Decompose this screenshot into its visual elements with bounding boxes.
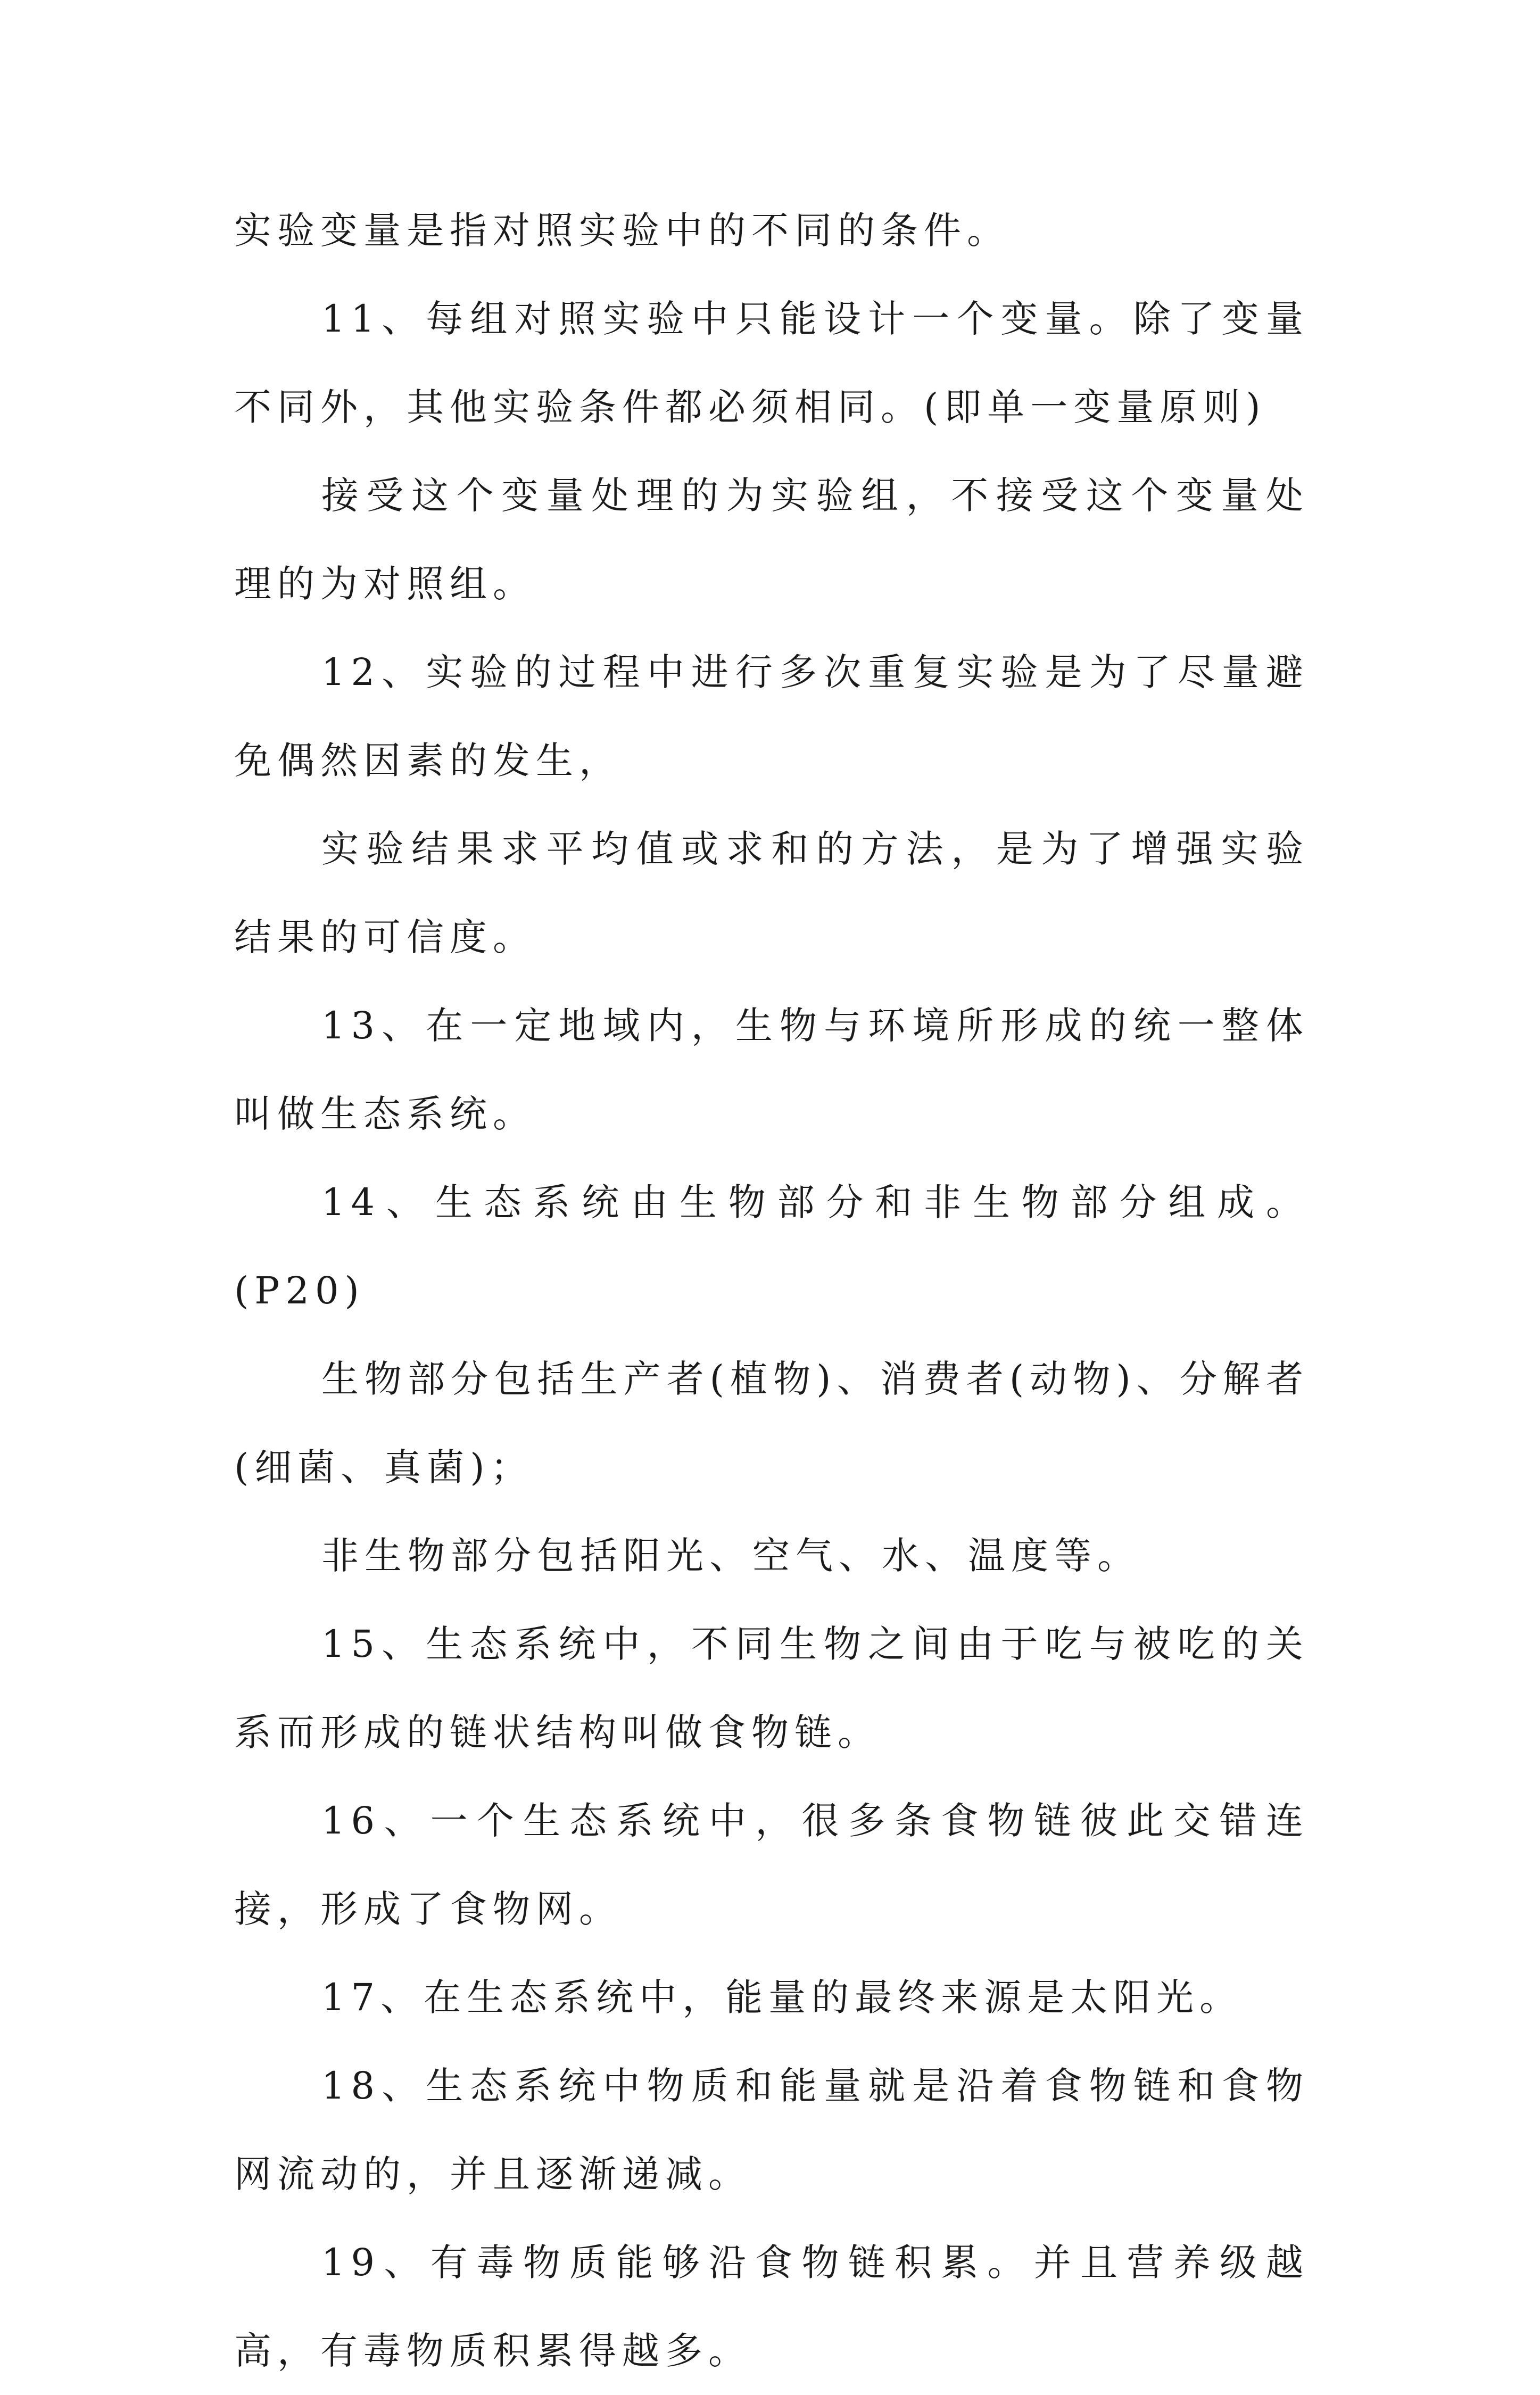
paragraph-abiotic-parts: 非生物部分包括阳光、空气、水、温度等。 [321,1534,1140,1578]
paragraph-continuation: 实验变量是指对照实验中的不同的条件。 [234,209,1010,252]
paragraph-item-13: 13、在一定地域内，生物与环境所形成的统一整体叫做生态系统。 [234,1004,1309,1136]
paragraph-item-15: 15、生态系统中，不同生物之间由于吃与被吃的关系而形成的链状结构叫做食物链。 [234,1622,1309,1754]
paragraph-item-12: 12、实验的过程中进行多次重复实验是为了尽量避免偶然因素的发生， [234,650,1309,782]
paragraph-average-result: 实验结果求平均值或求和的方法，是为了增强实验结果的可信度。 [234,827,1309,959]
paragraph-experiment-group: 接受这个变量处理的为实验组，不接受这个变量处理的为对照组。 [234,474,1309,606]
paragraph-item-11: 11、每组对照实验中只能设计一个变量。除了变量不同外，其他实验条件都必须相同。(即单一变量原则) [234,297,1309,429]
paragraph-item-16: 16、一个生态系统中，很多条食物链彼此交错连接，形成了食物网。 [234,1799,1309,1931]
paragraph-item-19: 19、有毒物质能够沿食物链积累。并且营养级越高，有毒物质积累得越多。 [234,2241,1309,2373]
paragraph-item-18: 18、生态系统中物质和能量就是沿着食物链和食物网流动的，并且逐渐递减。 [234,2064,1309,2196]
document-body [234,186,1309,2395]
paragraph-biotic-parts: 生物部分包括生产者(植物)、消费者(动物)、分解者(细菌、真菌)； [234,1357,1309,1489]
paragraph-item-14: 14、生态系统由生物部分和非生物部分组成。(P20) [234,1180,1309,1312]
paragraph-item-17: 17、在生态系统中，能量的最终来源是太阳光。 [321,1976,1243,2019]
